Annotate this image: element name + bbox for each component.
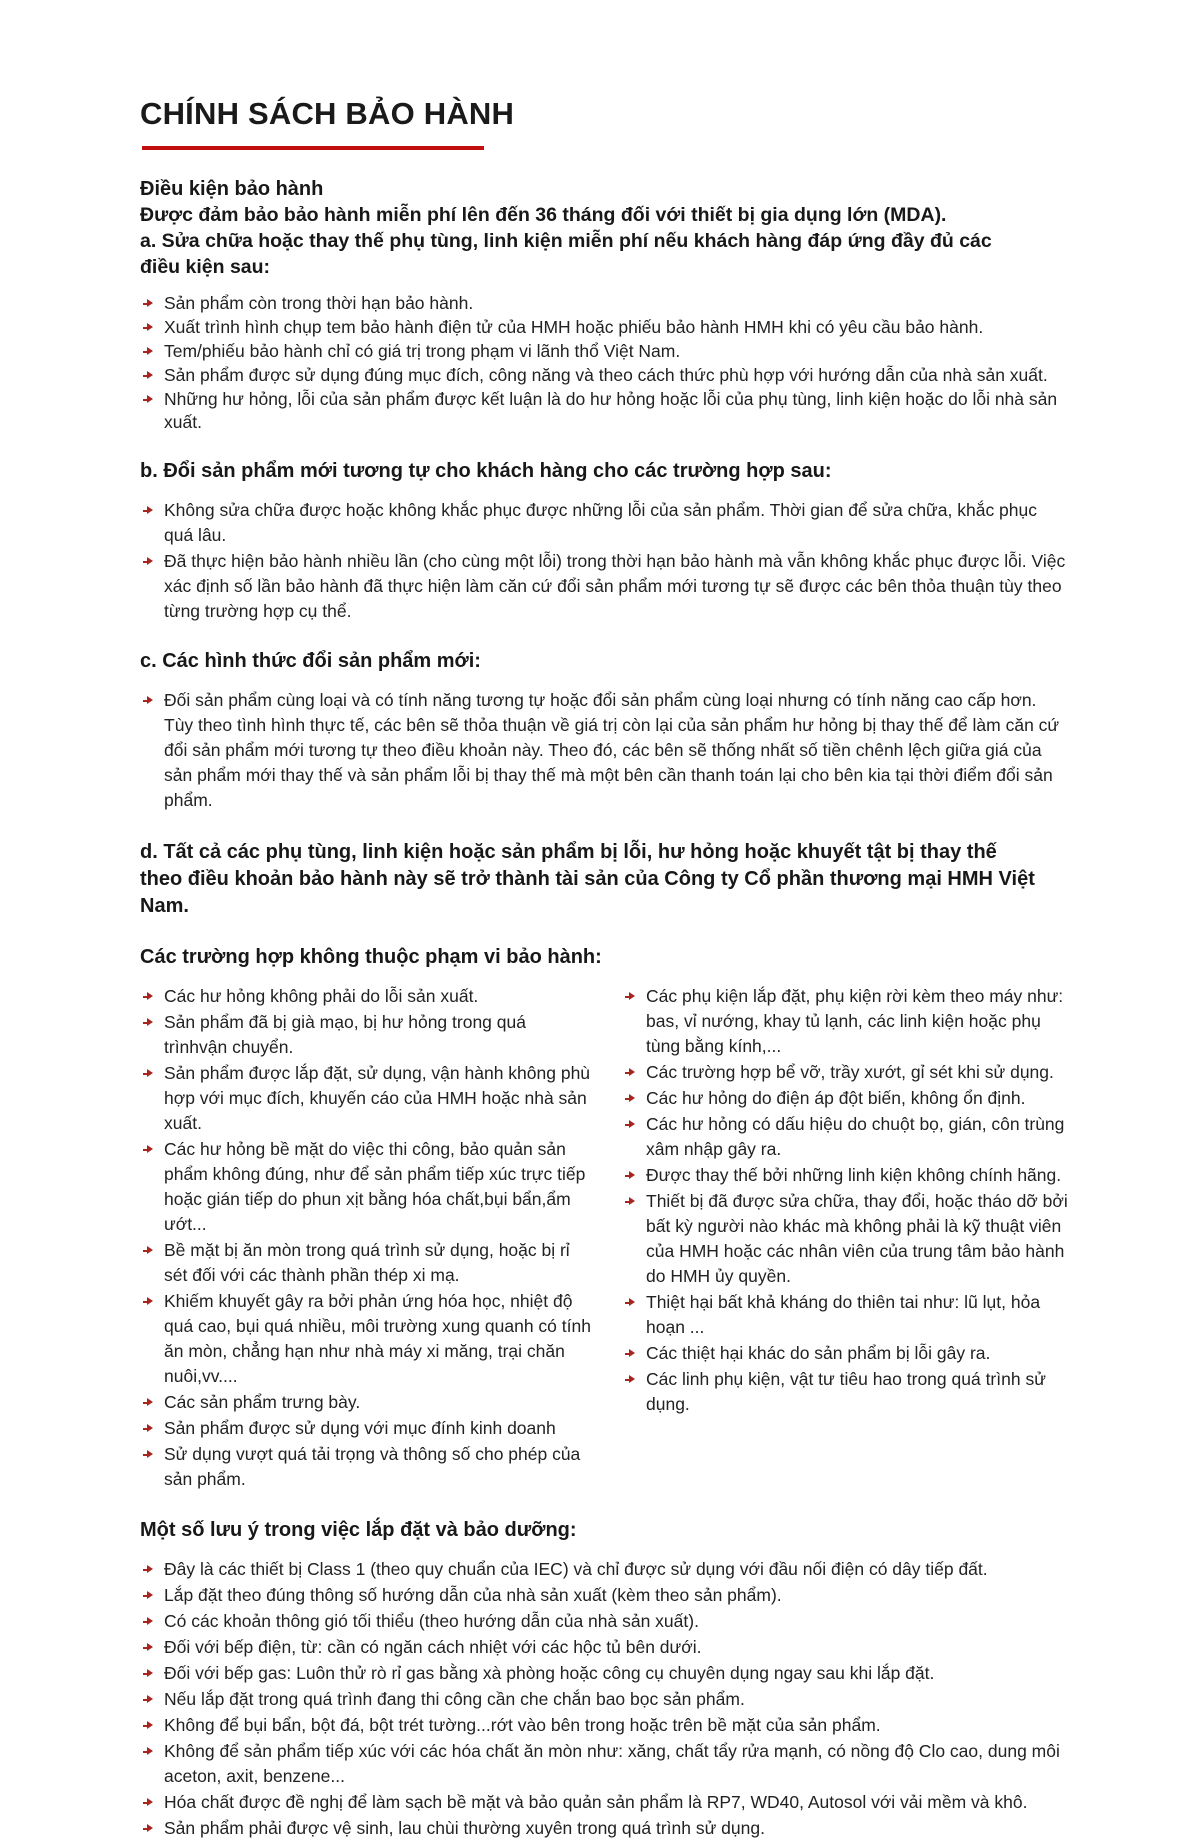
conditions-list (140, 292, 1070, 434)
title-underline-rule (142, 146, 484, 150)
conditions-heading: Điều kiện bảo hành (140, 178, 324, 200)
bullet-arrow-icon (624, 992, 635, 1001)
list-item (140, 1635, 1070, 1660)
bullet-arrow-icon (142, 1591, 153, 1600)
bullet-arrow-icon (624, 1171, 635, 1180)
exclusions-right-list (622, 984, 1074, 1417)
list-item (622, 984, 1074, 1059)
list-item (140, 498, 1070, 548)
list-item (140, 1061, 592, 1136)
list-item-text: Được thay thế bởi những linh kiện không chính hãng. (646, 1165, 1062, 1185)
bullet-arrow-icon (142, 992, 153, 1001)
bullet-arrow-icon (624, 1120, 635, 1129)
bullet-arrow-icon (142, 1069, 153, 1078)
list-item-text: Các hư hỏng có dấu hiệu do chuột bọ, gián, côn trùng xâm nhập gây ra. (646, 1114, 1065, 1159)
list-item-text: Sản phẩm đã bị già mạo, bị hư hỏng trong quá trìnhvận chuyển. (164, 1012, 526, 1057)
list-item-text: Sản phẩm được sử dụng với mục đính kinh doanh (164, 1418, 556, 1438)
bullet-arrow-icon (142, 557, 153, 566)
list-item-text: Đây là các thiết bị Class 1 (theo quy chuẩn của IEC) và chỉ được sử dụng với đầu nối điện có dây tiếp đất. (164, 1559, 988, 1579)
list-item-text: Sử dụng vượt quá tải trọng và thông số cho phép của sản phẩm. (164, 1444, 581, 1489)
exclusions-columns (140, 984, 1070, 1493)
list-item (140, 1739, 1070, 1789)
list-item (140, 388, 1070, 434)
notes-heading: Một số lưu ý trong việc lắp đặt và bảo dưỡng: (140, 1519, 577, 1541)
bullet-arrow-icon (142, 696, 153, 705)
bullet-arrow-icon (142, 1669, 153, 1678)
list-item (140, 1289, 592, 1389)
bullet-arrow-icon (142, 1145, 153, 1154)
list-item-text: Đối với bếp điện, từ: cần có ngăn cách nhiệt với các hộc tủ bên dưới. (164, 1637, 702, 1657)
list-item-text: Các thiệt hại khác do sản phẩm bị lỗi gây ra. (646, 1343, 991, 1363)
section-d-paragraph: d. Tất cả các phụ tùng, linh kiện hoặc sản phẩm bị lỗi, hư hỏng hoặc khuyết tật bị thay thế theo điều khoản bảo hành này sẽ trở thành tài sản của Công ty Cổ phần thương mại HMH Việt Nam. (140, 841, 1035, 917)
list-item (140, 1816, 1070, 1841)
list-item-text: Có các khoản thông gió tối thiểu (theo hướng dẫn của nhà sản xuất). (164, 1611, 699, 1631)
bullet-arrow-icon (142, 1824, 153, 1833)
list-item (140, 1010, 592, 1060)
bullet-arrow-icon (142, 395, 153, 404)
list-item-text: Các phụ kiện lắp đặt, phụ kiện rời kèm theo máy như: bas, vỉ nướng, khay tủ lạnh, các linh kiện hoặc phụ tùng bằng kính,... (646, 986, 1064, 1056)
bullet-arrow-icon (142, 1617, 153, 1626)
exclusions-heading: Các trường hợp không thuộc phạm vi bảo hành: (140, 946, 602, 968)
list-item (622, 1189, 1074, 1289)
list-item (140, 1238, 592, 1288)
list-item-text: Không để sản phẩm tiếp xúc với các hóa chất ăn mòn như: xăng, chất tẩy rửa mạnh, có nồng độ Clo cao, dung môi aceton, axit, benzene... (164, 1741, 1060, 1786)
bullet-arrow-icon (142, 1565, 153, 1574)
page-title: CHÍNH SÁCH BẢO HÀNH (140, 96, 515, 131)
list-item (140, 1557, 1070, 1582)
bullet-arrow-icon (142, 1721, 153, 1730)
bullet-arrow-icon (142, 1398, 153, 1407)
bullet-arrow-icon (142, 1798, 153, 1807)
bullet-arrow-icon (142, 1297, 153, 1306)
bullet-arrow-icon (624, 1197, 635, 1206)
list-item (622, 1163, 1074, 1188)
list-item-text: Các linh phụ kiện, vật tư tiêu hao trong quá trình sử dụng. (646, 1369, 1046, 1414)
section-b-list (140, 498, 1070, 624)
bullet-arrow-icon (142, 347, 153, 356)
list-item (140, 316, 1070, 339)
conditions-intro: Được đảm bảo bảo hành miễn phí lên đến 36 tháng đối với thiết bị gia dụng lớn (MDA). (140, 204, 947, 226)
list-item (140, 1442, 592, 1492)
list-item-text: Đối sản phẩm cùng loại và có tính năng tương tự hoặc đổi sản phẩm cùng loại nhưng có tính năng cao cấp hơn. Tùy theo tình hình thực tế, các bên sẽ thỏa thuận về giá trị còn lại của sản phẩm hư hỏng bị thay thế để làm căn cứ đổi sản phẩm mới tương tự theo điều khoản này. Theo đó, các bên sẽ thống nhất số tiền chênh lệch giữa giá của sản phẩm mới thay thế và sản phẩm lỗi bị thay thế mà một bên cần thanh toán lại cho bên kia tại thời điểm đổi sản phẩm. (164, 690, 1060, 810)
list-item (622, 1060, 1074, 1085)
list-item-text: Thiết bị đã được sửa chữa, thay đổi, hoặc tháo dỡ bởi bất kỳ người nào khác mà không phải là kỹ thuật viên của HMH hoặc các nhân viên của trung tâm bảo hành do HMH ủy quyền. (646, 1191, 1068, 1286)
list-item-text: Lắp đặt theo đúng thông số hướng dẫn của nhà sản xuất (kèm theo sản phẩm). (164, 1585, 782, 1605)
list-item-text: Các hư hỏng bề mặt do việc thi công, bảo quản sản phẩm không đúng, như để sản phẩm tiếp xúc trực tiếp hoặc gián tiếp do phun xịt bằng hóa chất,bụi bẩn,ẩm ướt... (164, 1139, 586, 1234)
list-item-text: Các hư hỏng do điện áp đột biến, không ổn định. (646, 1088, 1026, 1108)
list-item-text: Tem/phiếu bảo hành chỉ có giá trị trong phạm vi lãnh thổ Việt Nam. (164, 341, 681, 361)
list-item (140, 549, 1070, 624)
list-item-text: Các trường hợp bể vỡ, trầy xướt, gỉ sét khi sử dụng. (646, 1062, 1054, 1082)
bullet-arrow-icon (624, 1349, 635, 1358)
list-item-text: Thiệt hại bất khả kháng do thiên tai như: lũ lụt, hỏa hoạn ... (646, 1292, 1041, 1337)
list-item (622, 1112, 1074, 1162)
list-item (140, 292, 1070, 315)
bullet-arrow-icon (142, 323, 153, 332)
bullet-arrow-icon (142, 1747, 153, 1756)
bullet-arrow-icon (624, 1094, 635, 1103)
list-item-text: Các hư hỏng không phải do lỗi sản xuất. (164, 986, 479, 1006)
list-item-text: Các sản phẩm trưng bày. (164, 1392, 361, 1412)
list-item (140, 984, 592, 1009)
list-item-text: Không sửa chữa được hoặc không khắc phục được những lỗi của sản phẩm. Thời gian để sửa chữa, khắc phục quá lâu. (164, 500, 1038, 545)
bullet-arrow-icon (624, 1375, 635, 1384)
list-item (140, 1390, 592, 1415)
list-item-text: Xuất trình hình chụp tem bảo hành điện tử của HMH hoặc phiếu bảo hành HMH khi có yêu cầu bảo hành. (164, 317, 984, 337)
bullet-arrow-icon (142, 1450, 153, 1459)
list-item-text: Đối với bếp gas: Luôn thử rò rỉ gas bằng xà phòng hoặc công cụ chuyên dụng ngay sau khi lắp đặt. (164, 1663, 935, 1683)
list-item (140, 1609, 1070, 1634)
list-item-text: Sản phẩm còn trong thời hạn bảo hành. (164, 293, 474, 313)
section-c-heading: c. Các hình thức đổi sản phẩm mới: (140, 650, 481, 672)
list-item-text: Những hư hỏng, lỗi của sản phẩm được kết luận là do hư hỏng hoặc lỗi của phụ tùng, linh kiện hoặc do lỗi nhà sản xuất. (164, 389, 1058, 432)
list-item (622, 1367, 1074, 1417)
bullet-arrow-icon (624, 1068, 635, 1077)
list-item-text: Khiếm khuyết gây ra bởi phản ứng hóa học, nhiệt độ quá cao, bụi quá nhiều, môi trường xung quanh có tính ăn mòn, chẳng hạn như nhà máy xi măng, trại chăn nuôi,vv.... (164, 1291, 591, 1386)
bullet-arrow-icon (142, 1246, 153, 1255)
bullet-arrow-icon (142, 1695, 153, 1704)
list-item-text: Sản phẩm được sử dụng đúng mục đích, công năng và theo cách thức phù hợp với hướng dẫn của nhà sản xuất. (164, 365, 1048, 385)
bullet-arrow-icon (142, 1643, 153, 1652)
list-item (140, 364, 1070, 387)
list-item-text: Sản phẩm được lắp đặt, sử dụng, vận hành không phù hợp với mục đích, khuyến cáo của HMH hoặc nhà sản xuất. (164, 1063, 591, 1133)
notes-list (140, 1557, 1070, 1841)
bullet-arrow-icon (624, 1298, 635, 1307)
conditions-clause-a: a. Sửa chữa hoặc thay thế phụ tùng, linh kiện miễn phí nếu khách hàng đáp ứng đầy đủ các điều kiện sau: (140, 230, 992, 278)
list-item (140, 1661, 1070, 1686)
bullet-arrow-icon (142, 506, 153, 515)
list-item-text: Bề mặt bị ăn mòn trong quá trình sử dụng, hoặc bị rỉ sét đối với các thành phần thép xi mạ. (164, 1240, 570, 1285)
exclusions-right-column (622, 984, 1074, 1493)
bullet-arrow-icon (142, 371, 153, 380)
list-item (622, 1341, 1074, 1366)
bullet-arrow-icon (142, 299, 153, 308)
section-c-list (140, 688, 1070, 813)
exclusions-left-column (140, 984, 592, 1493)
list-item (140, 1137, 592, 1237)
section-b-heading: b. Đổi sản phẩm mới tương tự cho khách hàng cho các trường hợp sau: (140, 460, 832, 482)
list-item (140, 340, 1070, 363)
bullet-arrow-icon (142, 1424, 153, 1433)
list-item (140, 1790, 1070, 1815)
list-item (140, 1687, 1070, 1712)
list-item (140, 1713, 1070, 1738)
list-item-text: Không để bụi bẩn, bột đá, bột trét tường...rớt vào bên trong hoặc trên bề mặt của sản phẩm. (164, 1715, 881, 1735)
list-item (622, 1290, 1074, 1340)
list-item (622, 1086, 1074, 1111)
list-item-text: Đã thực hiện bảo hành nhiều lần (cho cùng một lỗi) trong thời hạn bảo hành mà vẫn không khắc phục được lỗi. Việc xác định số lần bảo hành đã thực hiện làm căn cứ đổi sản phẩm mới tương tự sẽ được các bên thỏa thuận tùy theo từng trường hợp cụ thể. (164, 551, 1066, 621)
list-item-text: Nếu lắp đặt trong quá trình đang thi công cần che chắn bao bọc sản phẩm. (164, 1689, 745, 1709)
list-item (140, 1416, 592, 1441)
list-item (140, 688, 1070, 813)
list-item-text: Hóa chất được đề nghị để làm sạch bề mặt và bảo quản sản phẩm là RP7, WD40, Autosol với vải mềm và khô. (164, 1792, 1028, 1812)
list-item (140, 1583, 1070, 1608)
exclusions-left-list (140, 984, 592, 1492)
bullet-arrow-icon (142, 1018, 153, 1027)
list-item-text: Sản phẩm phải được vệ sinh, lau chùi thường xuyên trong quá trình sử dụng. (164, 1818, 765, 1838)
